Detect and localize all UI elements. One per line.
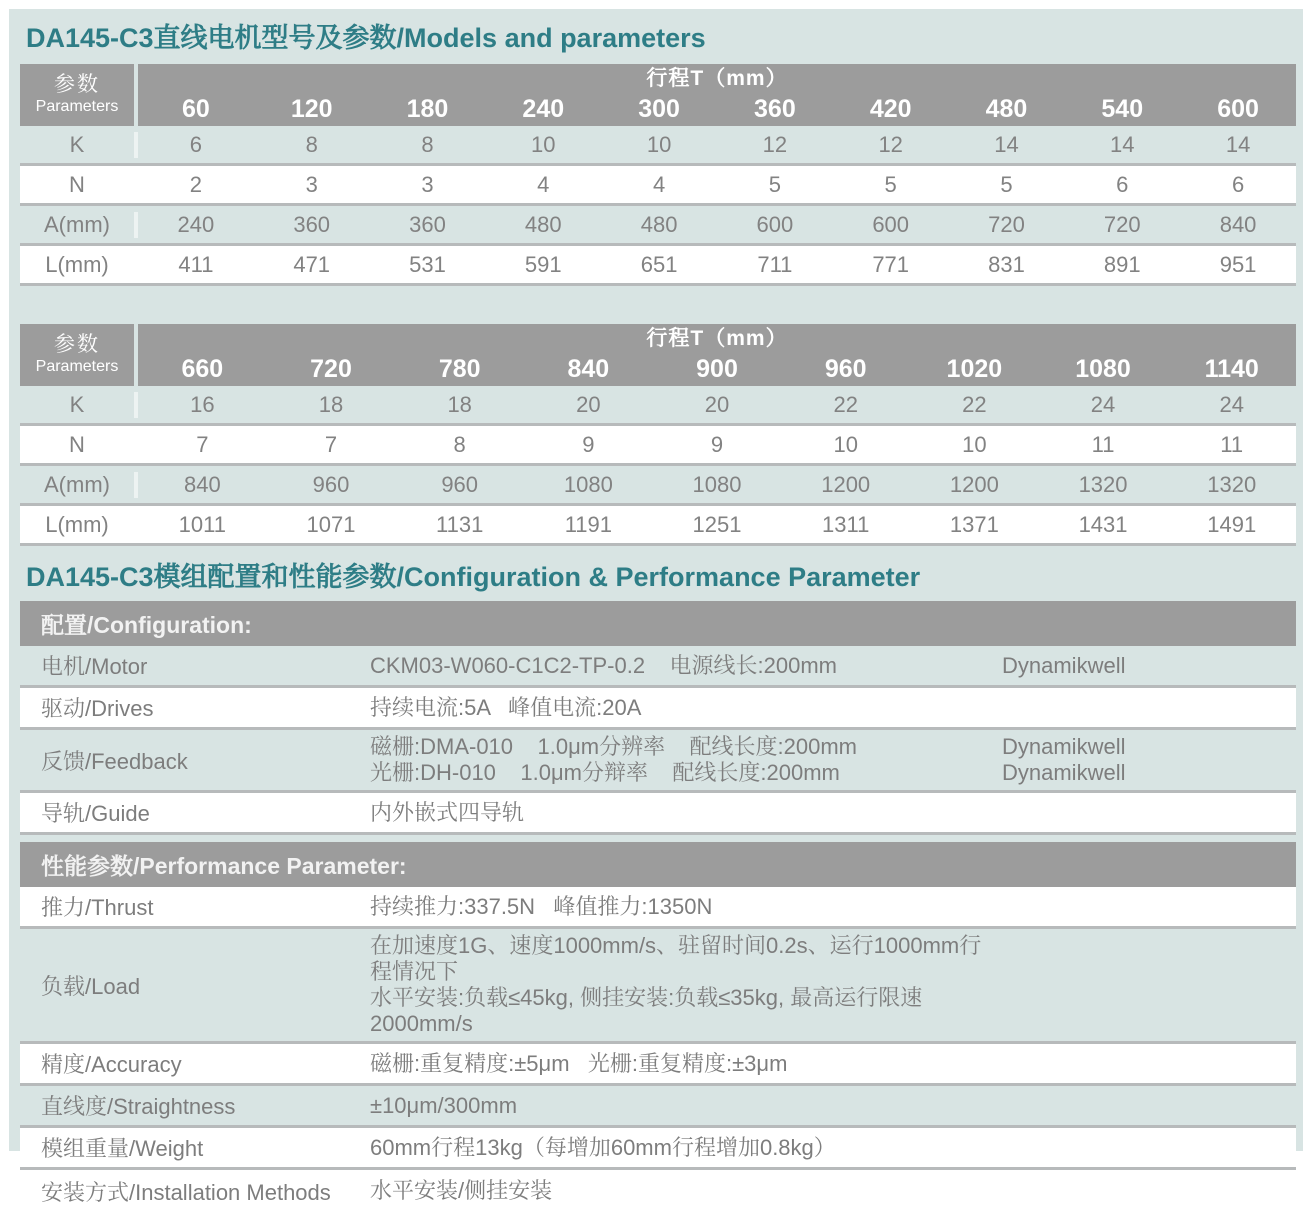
spec-content [370, 1174, 1296, 1208]
stroke-title: 行程T（mm） [646, 327, 788, 350]
row-label: A(mm) [20, 472, 138, 498]
stroke-column-header: 120 [290, 94, 333, 123]
spec-label: 精度/Accuracy [41, 1052, 182, 1077]
value-cell: 2 [189, 171, 203, 197]
table-row-l-mm [20, 246, 1296, 286]
spec-row-guide [20, 793, 1296, 835]
value-cell: 3 [421, 171, 434, 197]
value-cell: 711 [757, 251, 793, 277]
stroke-table-2 [20, 324, 1296, 546]
table-row-a-mm [20, 206, 1296, 246]
spec-line [370, 800, 1296, 826]
spec-label: 推力/Thrust [41, 895, 154, 920]
spec-content [370, 796, 1296, 830]
value-cell: 951 [1219, 251, 1257, 277]
value-cell: 14 [1225, 131, 1251, 157]
value-cell: 5 [1000, 171, 1013, 197]
parameters-label-en: Parameters [35, 97, 119, 115]
value-cell: 471 [293, 251, 331, 277]
value-cell: 9 [582, 431, 595, 457]
spec-row-thrust [20, 887, 1296, 929]
spec-label: 电机/Motor [41, 654, 148, 679]
value-cell: 1311 [822, 511, 870, 537]
row-label: N [20, 172, 138, 198]
value-cell: 1251 [692, 511, 742, 537]
value-cell: 14 [994, 131, 1019, 157]
stroke-column-header: 300 [638, 94, 680, 123]
spec-line [370, 695, 1296, 721]
value-cell: 1191 [564, 511, 612, 537]
spec-value: 持续推力:337.5N 峰值推力:1350N [370, 893, 713, 919]
spec-row-motor [20, 646, 1296, 688]
spec-content [370, 691, 1296, 725]
parameters-header-cell [20, 64, 134, 126]
stroke-column-header: 1020 [946, 354, 1003, 383]
value-cell: 600 [756, 211, 794, 237]
value-cell: 16 [190, 391, 215, 417]
parameters-label-zh: 参数 [54, 333, 100, 357]
spec-content [370, 1047, 1296, 1081]
value-cell: 1491 [1207, 511, 1257, 537]
spec-line [370, 1051, 1296, 1077]
performance-band: 性能参数/Performance Parameter: [20, 842, 1296, 887]
value-cell: 1080 [563, 471, 613, 497]
spec-value: 磁栅:重复精度:±5μm 光栅:重复精度:±3μm [370, 1050, 788, 1076]
stroke-header-cell [138, 324, 1296, 386]
value-cell: 20 [704, 391, 730, 417]
spec-tables [20, 601, 1296, 1212]
stroke-tables [20, 64, 1296, 546]
spec-content [370, 929, 1296, 1041]
models-section-title: DA145-C3直线电机型号及参数/Models and parameters [26, 23, 706, 53]
row-label: L(mm) [20, 512, 138, 538]
brand-name: Dynamikwell [1002, 734, 1126, 759]
config-band: 配置/Configuration: [20, 601, 1296, 646]
spec-value: CKM03-W060-C1C2-TP-0.2 电源线长:200mm [370, 652, 837, 678]
spec-row-drives [20, 688, 1296, 730]
spec-value: 60mm行程13kg（每增加60mm行程增加0.8kg） [370, 1134, 836, 1160]
spec-line [370, 1178, 1296, 1204]
value-cell: 240 [177, 211, 215, 237]
value-cell: 771 [872, 251, 910, 277]
stroke-column-header: 600 [1217, 94, 1259, 123]
value-cell: 1011 [178, 511, 226, 537]
spec-value: 水平安装:负载≤45kg, 侧挂安装:负载≤35kg, 最高运行限速2000mm/s [370, 985, 923, 1036]
stroke-column-header: 180 [406, 94, 449, 123]
stroke-table-1 [20, 64, 1296, 286]
value-cell: 12 [762, 131, 788, 157]
stroke-column-header: 960 [824, 354, 867, 383]
spec-content [370, 890, 1296, 924]
spec-line [370, 734, 1296, 760]
value-cell: 11 [1220, 431, 1244, 457]
table-row-a-mm [20, 466, 1296, 506]
stroke-columns [138, 352, 1296, 386]
value-cell: 960 [441, 471, 479, 497]
value-cell: 3 [305, 171, 318, 197]
spec-value: ±10μm/300mm [370, 1092, 518, 1118]
value-cell: 531 [409, 251, 446, 277]
value-cell: 480 [524, 211, 562, 237]
value-cell: 22 [962, 391, 987, 417]
table-row-n [20, 426, 1296, 466]
parameters-header-cell [20, 324, 134, 386]
spec-label: 负载/Load [41, 973, 141, 999]
row-label: N [20, 432, 138, 458]
value-cell: 6 [1116, 171, 1129, 197]
spec-line [370, 653, 1296, 679]
value-cell: 480 [640, 211, 678, 237]
value-cell: 960 [312, 471, 350, 497]
table-row-n [20, 166, 1296, 206]
spec-row-straightness [20, 1086, 1296, 1128]
value-cell: 1431 [1078, 511, 1128, 537]
stroke-column-header: 420 [869, 94, 912, 123]
stroke-column-header: 240 [522, 94, 565, 123]
stroke-column-header: 60 [181, 94, 210, 123]
spec-line [370, 933, 1296, 985]
spec-line [370, 1135, 1296, 1161]
value-cell: 10 [833, 431, 858, 457]
value-cell: 1071 [306, 511, 356, 537]
spec-value: 内外嵌式四导轨 [370, 799, 525, 825]
spec-row-load [20, 929, 1296, 1044]
value-cell: 22 [833, 391, 858, 417]
value-cell: 1200 [949, 471, 999, 497]
value-cell: 5 [768, 171, 781, 197]
value-cell: 14 [1110, 131, 1135, 157]
stroke-column-header: 840 [567, 354, 610, 383]
stroke-column-header: 540 [1101, 94, 1144, 123]
stroke-column-header: 360 [754, 94, 796, 123]
value-cell: 891 [1103, 251, 1141, 277]
spec-label: 反馈/Feedback [41, 748, 188, 774]
config-section-title: DA145-C3模组配置和性能参数/Configuration & Performance Parameter [26, 562, 921, 592]
value-cell: 1371 [949, 511, 999, 537]
parameters-label-zh: 参数 [54, 73, 100, 97]
spec-line [370, 894, 1296, 920]
spec-label: 模组重量/Weight [41, 1136, 204, 1161]
stroke-column-header: 1080 [1075, 354, 1131, 383]
row-label: L(mm) [20, 252, 138, 278]
value-cell: 1320 [1207, 471, 1257, 497]
stroke-columns [138, 92, 1296, 126]
value-cell: 8 [453, 431, 466, 457]
row-label: A(mm) [20, 212, 138, 238]
row-label: K [20, 392, 138, 418]
spec-line [370, 1093, 1296, 1119]
table-row-l-mm [20, 506, 1296, 546]
spec-content [370, 730, 1296, 790]
spec-value: 光栅:DH-010 1.0μm分辩率 配线长度:200mm [370, 760, 840, 785]
value-cell: 840 [1219, 211, 1257, 237]
table-row-k [20, 386, 1296, 426]
spec-value: 持续电流:5A 峰值电流:20A [370, 694, 642, 720]
table-row-k [20, 126, 1296, 166]
value-cell: 840 [183, 471, 221, 497]
value-cell: 9 [710, 431, 724, 457]
value-cell: 4 [537, 171, 550, 197]
stroke-column-header: 480 [985, 94, 1028, 123]
stroke-title: 行程T（mm） [646, 67, 788, 90]
spec-row-accuracy [20, 1044, 1296, 1086]
value-cell: 411 [178, 251, 214, 277]
value-cell: 720 [988, 211, 1025, 237]
spec-row-installation-methods [20, 1170, 1296, 1212]
parameters-label-en: Parameters [35, 357, 119, 375]
value-cell: 7 [324, 431, 338, 457]
table-header [20, 64, 1296, 126]
spec-content [370, 649, 1296, 683]
spec-line [370, 760, 1296, 786]
spec-content [370, 1131, 1296, 1165]
value-cell: 20 [576, 391, 601, 417]
value-cell: 591 [524, 251, 562, 277]
brand-name: Dynamikwell [1002, 652, 1126, 678]
value-cell: 4 [652, 171, 666, 197]
value-cell: 360 [409, 211, 446, 237]
value-cell: 10 [962, 431, 987, 457]
value-cell: 600 [872, 211, 910, 237]
stroke-column-header: 780 [438, 354, 481, 383]
spec-value: 在加速度1G、速度1000mm/s、驻留时间0.2s、运行1000mm行程情况下 [370, 933, 982, 984]
value-cell: 1131 [436, 511, 484, 537]
value-cell: 18 [447, 391, 472, 417]
spec-row-feedback [20, 730, 1296, 793]
spec-label: 安装方式/Installation Methods [41, 1179, 331, 1205]
value-cell: 8 [421, 131, 434, 157]
spec-row-weight [20, 1128, 1296, 1170]
value-cell: 360 [293, 211, 331, 237]
value-cell: 6 [189, 131, 203, 157]
value-cell: 1200 [821, 471, 871, 497]
value-cell: 12 [878, 131, 903, 157]
value-cell: 7 [196, 431, 209, 457]
spec-label: 直线度/Straightness [41, 1094, 236, 1119]
value-cell: 1080 [692, 471, 742, 497]
value-cell: 11 [1091, 431, 1115, 457]
value-cell: 720 [1103, 211, 1141, 237]
spec-label: 导轨/Guide [41, 801, 150, 826]
spec-value: 水平安装/侧挂安装 [370, 1178, 553, 1203]
spec-value: 磁栅:DMA-010 1.0μm分辨率 配线长度:200mm [370, 734, 857, 759]
stroke-column-header: 720 [310, 354, 352, 383]
value-cell: 18 [318, 391, 344, 417]
value-cell: 24 [1090, 391, 1116, 417]
value-cell: 10 [531, 131, 556, 157]
stroke-column-header: 900 [696, 354, 738, 383]
value-cell: 1320 [1078, 471, 1128, 497]
table-header [20, 324, 1296, 386]
stroke-header-cell [138, 64, 1296, 126]
value-cell: 831 [988, 251, 1025, 277]
stroke-column-header: 1140 [1204, 354, 1259, 383]
spec-label: 驱动/Drives [41, 696, 154, 721]
value-cell: 10 [646, 131, 672, 157]
brand-name: Dynamikwell [1002, 760, 1126, 785]
datasheet-page [9, 9, 1303, 1205]
value-cell: 6 [1231, 171, 1245, 197]
stroke-column-header: 660 [181, 354, 224, 383]
row-label: K [20, 132, 138, 158]
value-cell: 24 [1219, 391, 1244, 417]
value-cell: 5 [884, 171, 897, 197]
value-cell: 651 [640, 251, 678, 277]
value-cell: 8 [305, 131, 318, 157]
spec-content [370, 1089, 1296, 1123]
spec-line [370, 985, 1296, 1037]
